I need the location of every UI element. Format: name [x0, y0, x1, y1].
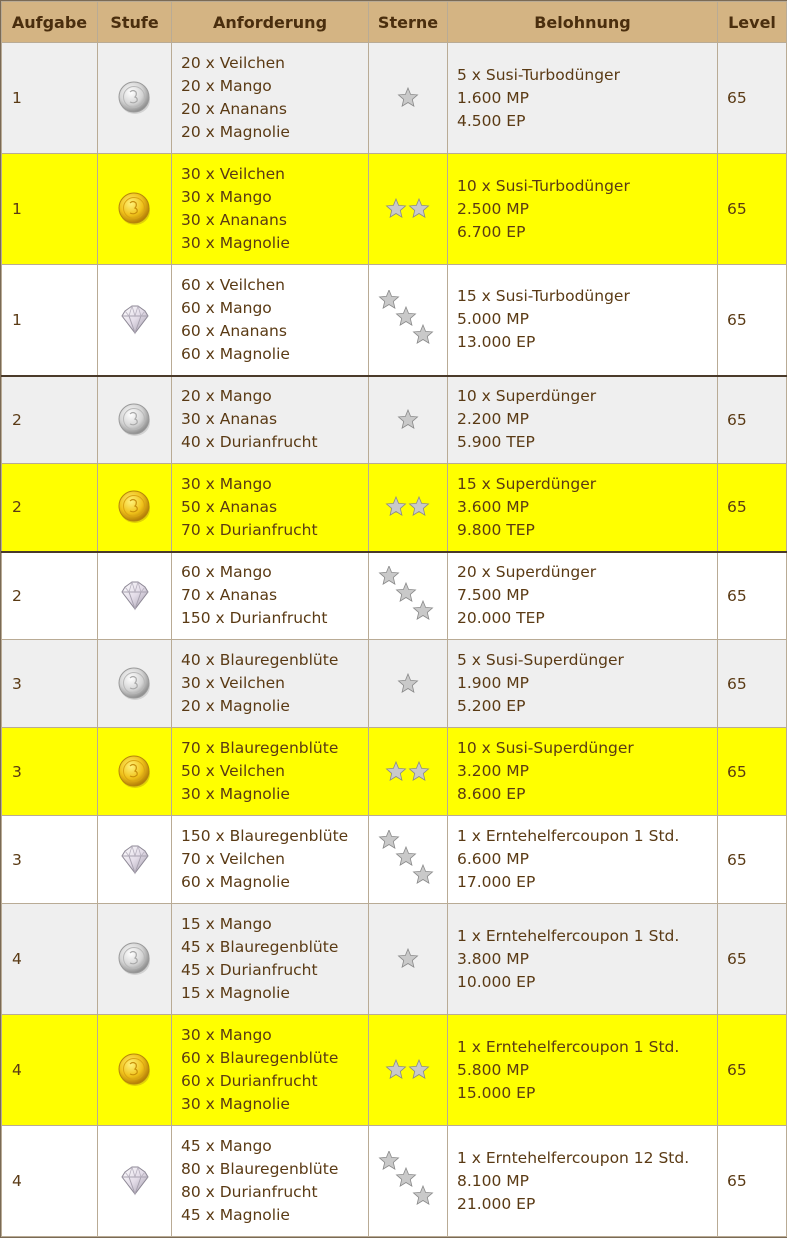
header-level: Level	[718, 2, 787, 43]
table-row	[2, 1015, 787, 1126]
belohnung-cell	[448, 265, 718, 376]
level-cell: 65	[718, 1126, 787, 1237]
requirement-line: 15 x Magnolie	[181, 984, 290, 1002]
gold-coin-icon	[116, 762, 154, 780]
requirement-line: 20 x Magnolie	[181, 123, 290, 141]
belohnung-cell	[448, 728, 718, 816]
table-row	[2, 464, 787, 552]
reward-line: 17.000 EP	[457, 873, 536, 891]
table-row	[2, 552, 787, 640]
anforderung-cell	[172, 728, 369, 816]
anforderung-cell	[172, 816, 369, 904]
requirement-line: 60 x Mango	[181, 298, 272, 317]
stufe-cell	[98, 904, 172, 1015]
stufe-cell	[98, 265, 172, 376]
belohnung-cell	[448, 376, 718, 464]
star-icon	[378, 850, 438, 868]
star-icon	[378, 1172, 438, 1190]
silver-coin-icon	[116, 89, 154, 107]
stufe-cell	[98, 552, 172, 640]
anforderung-cell	[172, 376, 369, 464]
gold-coin-icon	[116, 1061, 154, 1079]
requirement-line: 15 x Mango	[181, 915, 272, 933]
reward-line: 20 x Superdünger	[457, 563, 597, 582]
star-icon	[396, 410, 420, 428]
sterne-cell	[369, 464, 448, 552]
stufe-cell	[98, 1126, 172, 1237]
requirement-line: 45 x Blauregenblüte	[181, 938, 339, 956]
requirement-line: 40 x Durianfrucht	[181, 433, 318, 452]
requirement-line: 50 x Veilchen	[181, 762, 286, 780]
anforderung-cell	[172, 640, 369, 728]
star-icon	[396, 950, 420, 968]
reward-line: 5.000 MP	[457, 310, 530, 329]
anforderung-cell	[172, 154, 369, 265]
anforderung-cell	[172, 1015, 369, 1126]
requirement-line: 30 x Mango	[181, 474, 272, 493]
aufgabe-cell: 3	[2, 816, 98, 904]
star-icon	[378, 586, 438, 604]
reward-line: 10 x Susi-Turbodünger	[457, 176, 630, 195]
aufgabe-cell: 2	[2, 552, 98, 640]
sterne-cell	[369, 552, 448, 640]
stufe-cell	[98, 376, 172, 464]
sterne-cell	[369, 904, 448, 1015]
reward-line: 5 x Susi-Turbodünger	[457, 65, 620, 84]
requirement-line: 20 x Mango	[181, 387, 272, 406]
requirement-line: 60 x Veilchen	[181, 275, 286, 294]
requirement-line: 45 x Durianfrucht	[181, 961, 318, 979]
reward-line: 5.800 MP	[457, 1060, 530, 1079]
table-row	[2, 640, 787, 728]
requirement-line: 60 x Magnolie	[181, 344, 290, 363]
silver-coin-icon	[116, 410, 154, 428]
requirement-line: 30 x Magnolie	[181, 234, 290, 252]
requirement-line: 70 x Blauregenblüte	[181, 739, 339, 757]
requirement-line: 20 x Veilchen	[181, 54, 286, 72]
header-belohnung: Belohnung	[448, 2, 718, 43]
level-cell: 65	[718, 1015, 787, 1126]
sterne-cell	[369, 816, 448, 904]
silver-coin-icon	[116, 674, 154, 692]
reward-line: 1.900 MP	[457, 674, 530, 692]
reward-line: 21.000 EP	[457, 1194, 536, 1213]
requirement-line: 30 x Ananas	[181, 410, 278, 429]
requirement-line: 20 x Mango	[181, 77, 272, 95]
star-icon	[383, 498, 433, 516]
sterne-cell	[369, 1015, 448, 1126]
belohnung-cell	[448, 1126, 718, 1237]
table-row	[2, 1126, 787, 1237]
anforderung-cell	[172, 1126, 369, 1237]
requirement-line: 50 x Ananas	[181, 497, 278, 516]
sterne-cell	[369, 640, 448, 728]
anforderung-cell	[172, 43, 369, 154]
table-row	[2, 728, 787, 816]
requirement-line: 60 x Blauregenblüte	[181, 1049, 339, 1067]
reward-line: 5.900 TEP	[457, 433, 535, 452]
aufgabe-cell: 4	[2, 1126, 98, 1237]
belohnung-cell	[448, 904, 718, 1015]
quest-table	[1, 1, 787, 1237]
diamond-icon	[116, 850, 154, 868]
reward-line: 3.200 MP	[457, 762, 530, 780]
reward-line: 10 x Susi-Superdünger	[457, 739, 634, 757]
table-row	[2, 43, 787, 154]
reward-line: 5.200 EP	[457, 697, 526, 715]
sterne-cell	[369, 154, 448, 265]
sterne-cell	[369, 43, 448, 154]
reward-line: 2.200 MP	[457, 410, 530, 429]
level-cell: 65	[718, 265, 787, 376]
level-cell: 65	[718, 464, 787, 552]
anforderung-cell	[172, 904, 369, 1015]
aufgabe-cell: 3	[2, 728, 98, 816]
requirement-line: 60 x Durianfrucht	[181, 1072, 318, 1090]
requirement-line: 30 x Mango	[181, 1026, 272, 1044]
stufe-cell	[98, 728, 172, 816]
reward-line: 3.600 MP	[457, 497, 530, 516]
belohnung-cell	[448, 1015, 718, 1126]
anforderung-cell	[172, 464, 369, 552]
level-cell: 65	[718, 816, 787, 904]
belohnung-cell	[448, 154, 718, 265]
stufe-cell	[98, 816, 172, 904]
table-row	[2, 265, 787, 376]
belohnung-cell	[448, 43, 718, 154]
requirement-line: 30 x Mango	[181, 188, 272, 206]
stufe-cell	[98, 154, 172, 265]
reward-line: 1 x Erntehelfercoupon 1 Std.	[457, 1037, 680, 1056]
reward-line: 7.500 MP	[457, 586, 530, 605]
aufgabe-cell: 1	[2, 43, 98, 154]
reward-line: 4.500 EP	[457, 111, 526, 130]
requirement-line: 150 x Durianfrucht	[181, 609, 328, 628]
aufgabe-cell: 2	[2, 464, 98, 552]
requirement-line: 80 x Durianfrucht	[181, 1183, 318, 1201]
reward-line: 2.500 MP	[457, 199, 530, 218]
table-row	[2, 154, 787, 265]
aufgabe-cell: 1	[2, 154, 98, 265]
anforderung-cell	[172, 265, 369, 376]
belohnung-cell	[448, 816, 718, 904]
reward-line: 1 x Erntehelfercoupon 1 Std.	[457, 926, 680, 945]
aufgabe-cell: 3	[2, 640, 98, 728]
requirement-line: 30 x Magnolie	[181, 785, 290, 803]
sterne-cell	[369, 1126, 448, 1237]
reward-line: 1 x Erntehelfercoupon 1 Std.	[457, 827, 680, 845]
quest-table-body	[2, 43, 787, 1237]
requirement-line: 60 x Magnolie	[181, 873, 290, 891]
requirement-line: 80 x Blauregenblüte	[181, 1160, 339, 1178]
requirement-line: 70 x Veilchen	[181, 850, 286, 868]
aufgabe-cell: 4	[2, 904, 98, 1015]
requirement-line: 60 x Ananans	[181, 321, 287, 340]
reward-line: 20.000 TEP	[457, 609, 545, 628]
star-icon	[383, 762, 433, 780]
reward-line: 1 x Erntehelfercoupon 12 Std.	[457, 1148, 690, 1167]
aufgabe-cell: 2	[2, 376, 98, 464]
reward-line: 13.000 EP	[457, 333, 536, 352]
header-row	[2, 2, 787, 43]
level-cell: 65	[718, 154, 787, 265]
requirement-line: 30 x Ananans	[181, 211, 287, 229]
reward-line: 9.800 TEP	[457, 520, 535, 539]
diamond-icon	[116, 586, 154, 604]
level-cell: 65	[718, 640, 787, 728]
header-sterne: Sterne	[369, 2, 448, 43]
stufe-cell	[98, 43, 172, 154]
level-cell: 65	[718, 728, 787, 816]
star-icon	[396, 674, 420, 692]
header-stufe: Stufe	[98, 2, 172, 43]
level-cell: 65	[718, 552, 787, 640]
requirement-line: 20 x Magnolie	[181, 697, 290, 715]
reward-line: 8.100 MP	[457, 1171, 530, 1190]
star-icon	[383, 200, 433, 218]
level-cell: 65	[718, 43, 787, 154]
belohnung-cell	[448, 552, 718, 640]
reward-line: 15.000 EP	[457, 1083, 536, 1102]
reward-line: 1.600 MP	[457, 88, 530, 107]
sterne-cell	[369, 376, 448, 464]
gold-coin-icon	[116, 200, 154, 218]
requirement-line: 30 x Veilchen	[181, 165, 286, 183]
reward-line: 6.700 EP	[457, 222, 526, 241]
reward-line: 8.600 EP	[457, 785, 526, 803]
anforderung-cell	[172, 552, 369, 640]
belohnung-cell	[448, 464, 718, 552]
requirement-line: 150 x Blauregenblüte	[181, 827, 349, 845]
requirement-line: 30 x Veilchen	[181, 674, 286, 692]
star-icon	[378, 310, 438, 328]
table-row	[2, 904, 787, 1015]
level-cell: 65	[718, 376, 787, 464]
aufgabe-cell: 1	[2, 265, 98, 376]
requirement-line: 70 x Ananas	[181, 586, 278, 605]
stufe-cell	[98, 640, 172, 728]
diamond-icon	[116, 310, 154, 328]
requirement-line: 30 x Magnolie	[181, 1095, 290, 1113]
stufe-cell	[98, 1015, 172, 1126]
reward-line: 15 x Susi-Turbodünger	[457, 287, 630, 306]
reward-line: 5 x Susi-Superdünger	[457, 651, 624, 669]
reward-line: 15 x Superdünger	[457, 474, 597, 493]
level-cell: 65	[718, 904, 787, 1015]
gold-coin-icon	[116, 498, 154, 516]
diamond-icon	[116, 1172, 154, 1190]
reward-line: 10 x Superdünger	[457, 387, 597, 406]
requirement-line: 60 x Mango	[181, 563, 272, 582]
requirement-line: 70 x Durianfrucht	[181, 520, 318, 539]
requirement-line: 45 x Mango	[181, 1137, 272, 1155]
reward-line: 6.600 MP	[457, 850, 530, 868]
table-row	[2, 376, 787, 464]
stufe-cell	[98, 464, 172, 552]
reward-line: 10.000 EP	[457, 972, 536, 991]
header-aufgabe: Aufgabe	[2, 2, 98, 43]
reward-line: 3.800 MP	[457, 949, 530, 968]
requirement-line: 45 x Magnolie	[181, 1206, 290, 1224]
star-icon	[396, 89, 420, 107]
table-row	[2, 816, 787, 904]
sterne-cell	[369, 728, 448, 816]
star-icon	[383, 1061, 433, 1079]
belohnung-cell	[448, 640, 718, 728]
aufgabe-cell: 4	[2, 1015, 98, 1126]
requirement-line: 40 x Blauregenblüte	[181, 651, 339, 669]
sterne-cell	[369, 265, 448, 376]
header-anforderung: Anforderung	[172, 2, 369, 43]
requirement-line: 20 x Ananans	[181, 100, 287, 118]
silver-coin-icon	[116, 950, 154, 968]
